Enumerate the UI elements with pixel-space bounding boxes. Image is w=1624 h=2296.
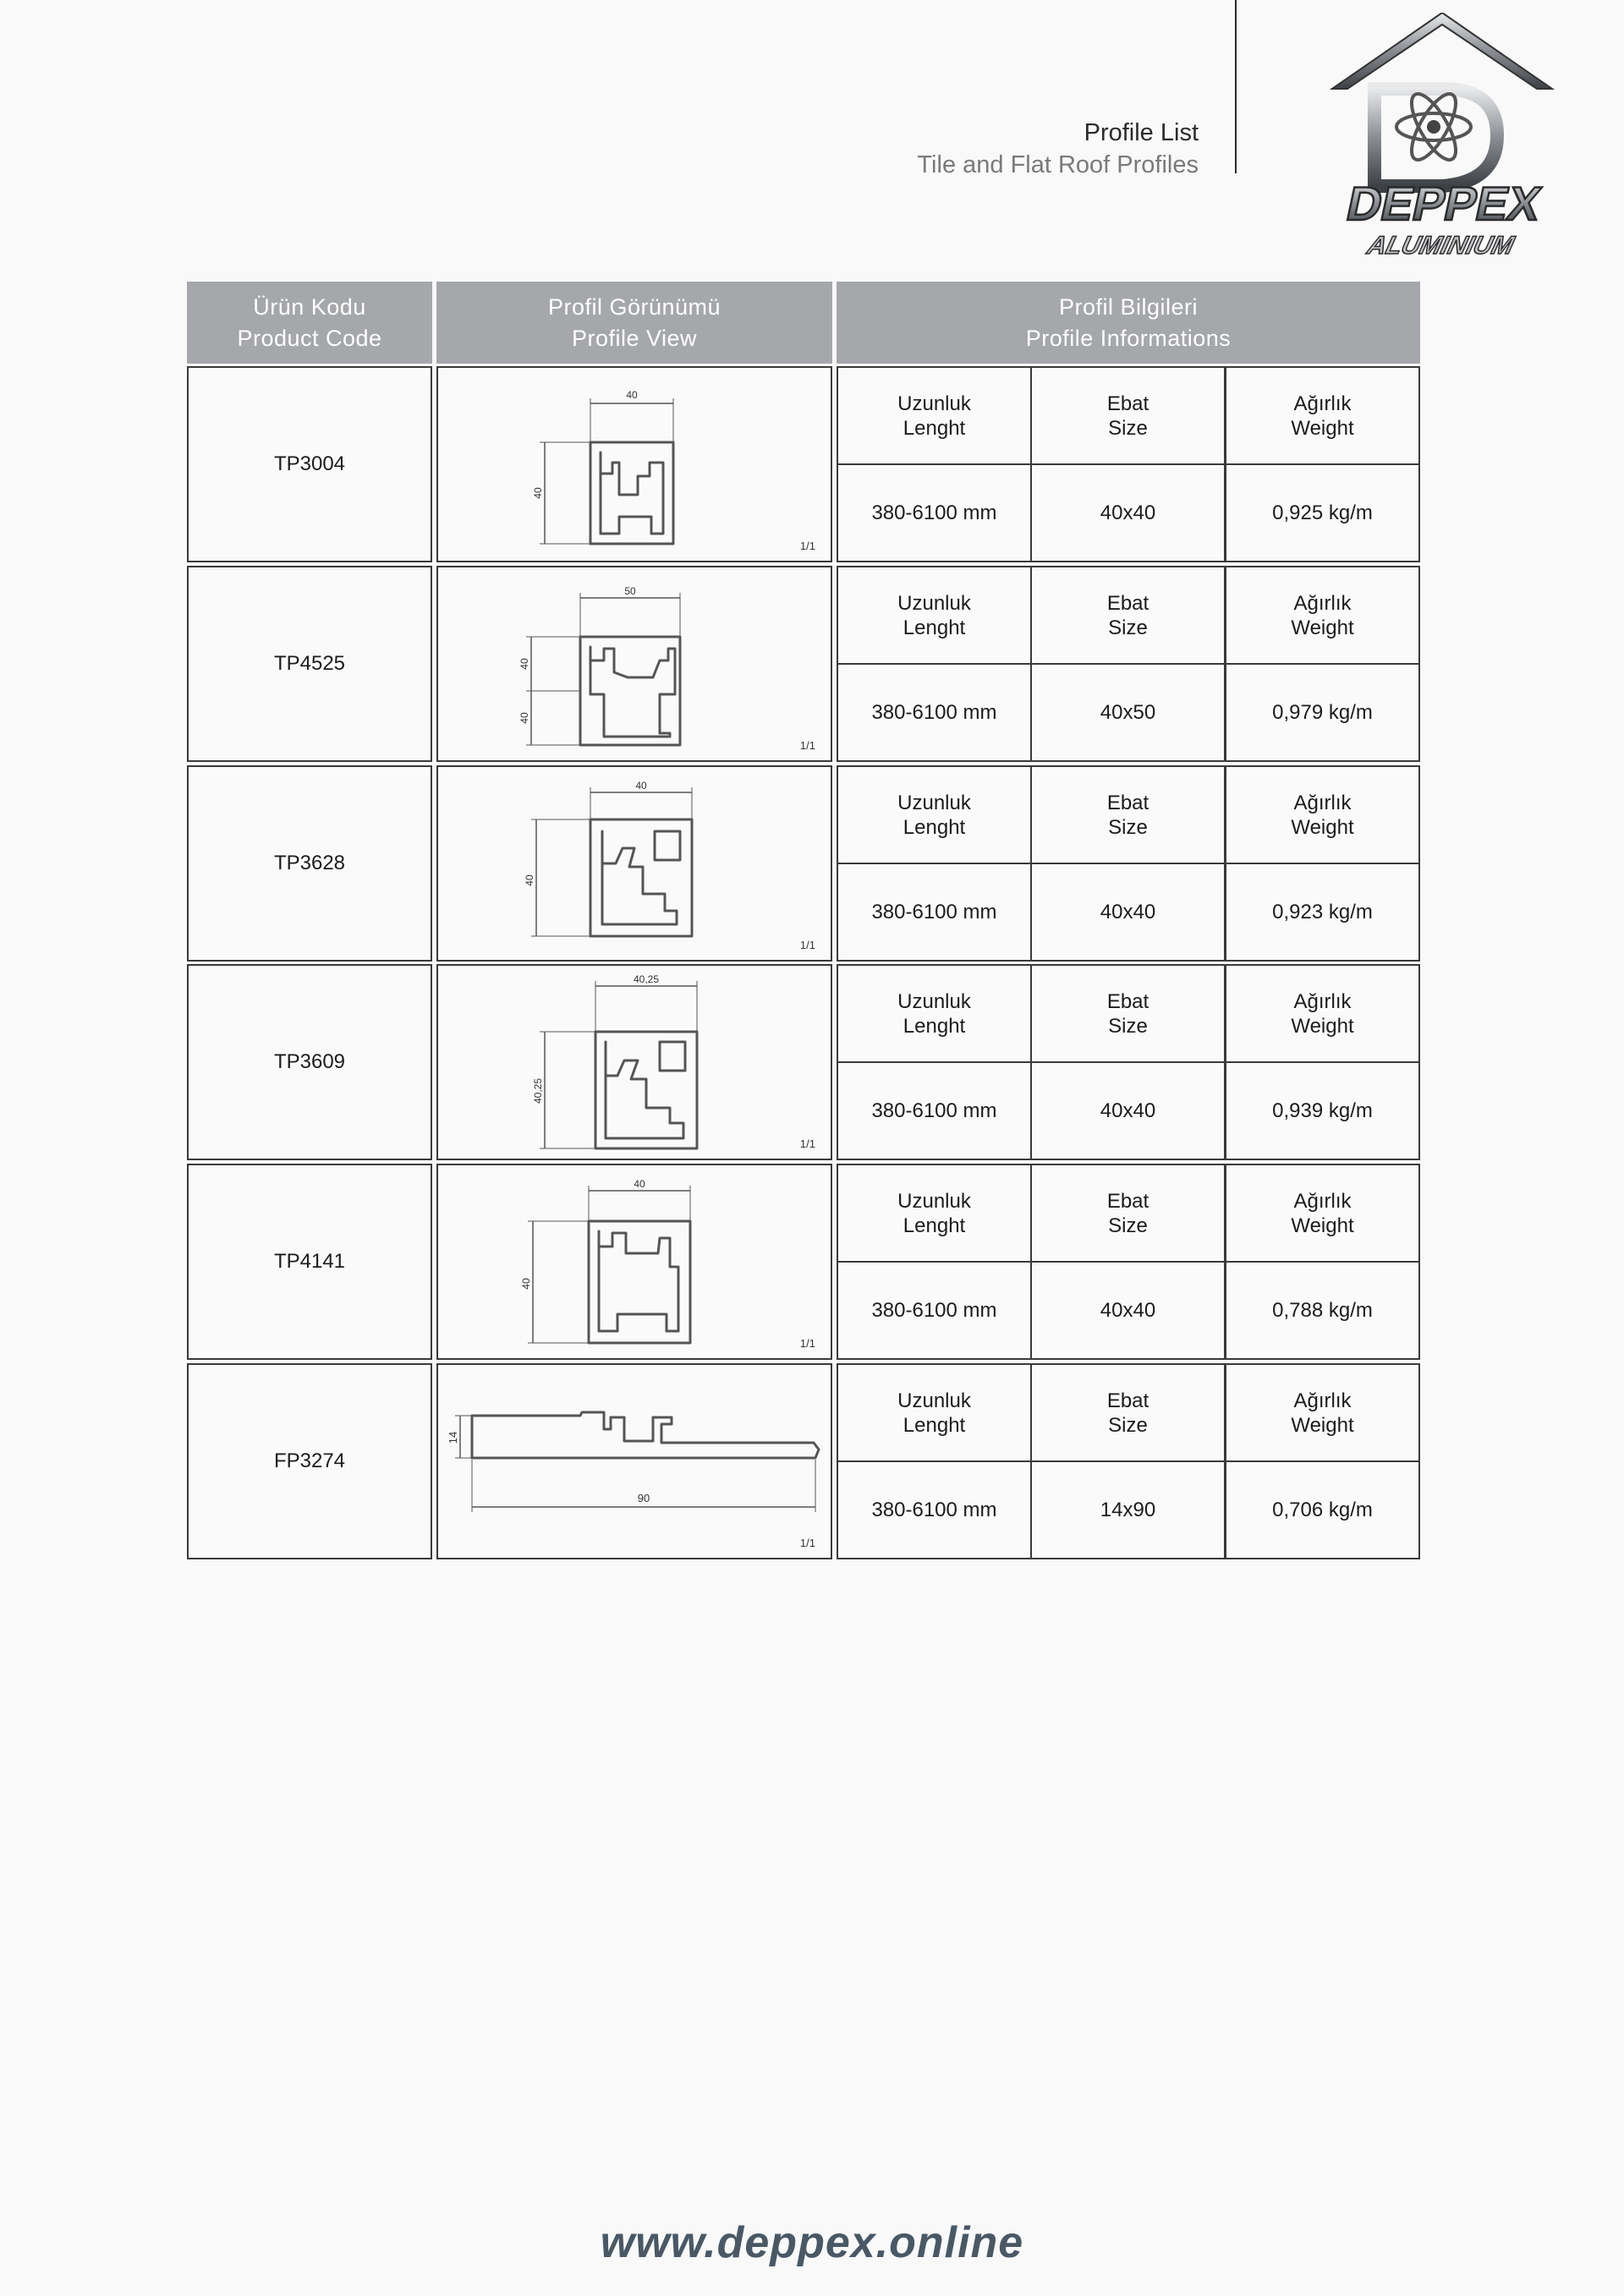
profile-cross-section [438, 966, 831, 1159]
col-header-product-code: Ürün Kodu Product Code [187, 282, 432, 364]
label-length: Uzunluk Lenght [837, 1164, 1032, 1263]
label-length: Uzunluk Lenght [837, 566, 1032, 665]
label-length: Uzunluk Lenght [837, 1363, 1032, 1462]
label-weight: Ağırlık Weight [1225, 765, 1420, 864]
page-subtitle: Tile and Flat Roof Profiles [917, 151, 1199, 178]
page-title: Profile List [1084, 119, 1199, 146]
value-length: 380-6100 mm [837, 1061, 1032, 1160]
profile-drawing [436, 1164, 832, 1360]
value-size: 40x50 [1030, 663, 1226, 762]
col-header-profile-view: Profil Görünümü Profile View [436, 282, 832, 364]
product-code: TP4141 [187, 1164, 432, 1360]
profile-cross-section [438, 1365, 831, 1558]
dim-height: 40 [532, 487, 544, 499]
header-divider [1235, 0, 1237, 173]
table-row [0, 366, 1624, 562]
label-weight: Ağırlık Weight [1225, 964, 1420, 1063]
footer-website[interactable]: www.deppex.online [600, 2218, 1024, 2267]
dim-width: 50 [624, 585, 636, 597]
table-row [0, 1164, 1624, 1360]
dim-width: 90 [637, 1492, 650, 1504]
profile-drawing [436, 566, 832, 762]
dim-width: 40 [635, 780, 647, 792]
value-size: 14x90 [1030, 1460, 1226, 1559]
value-size: 40x40 [1030, 863, 1226, 962]
product-code: TP3628 [187, 765, 432, 962]
dim-height: 14 [447, 1431, 459, 1444]
product-code: FP3274 [187, 1363, 432, 1559]
label-weight: Ağırlık Weight [1225, 1164, 1420, 1263]
dim-height: 40 [524, 874, 535, 886]
label-size: Ebat Size [1030, 566, 1226, 665]
value-size: 40x40 [1030, 463, 1226, 562]
scale-label: 1/1 [799, 1137, 815, 1150]
value-length: 380-6100 mm [837, 1261, 1032, 1360]
profile-drawing [436, 765, 832, 962]
value-size: 40x40 [1030, 1061, 1226, 1160]
label-length: Uzunluk Lenght [837, 964, 1032, 1063]
profile-cross-section [438, 1165, 831, 1358]
value-weight: 0,706 kg/m [1225, 1460, 1420, 1559]
value-weight: 0,979 kg/m [1225, 663, 1420, 762]
label-size: Ebat Size [1030, 765, 1226, 864]
deppex-logo [1315, 13, 1586, 266]
dim-width: 40 [634, 1178, 645, 1190]
product-code: TP4525 [187, 566, 432, 762]
dim-height: 40,25 [532, 1077, 544, 1104]
profile-info [837, 765, 1420, 962]
dim-width: 40 [626, 389, 638, 401]
dim-height: 40 [520, 1278, 532, 1290]
dim-width: 40,25 [633, 973, 660, 985]
scale-label: 1/1 [799, 1337, 815, 1350]
table-row [0, 1363, 1624, 1559]
label-weight: Ağırlık Weight [1225, 566, 1420, 665]
profile-info [837, 366, 1420, 562]
value-weight: 0,925 kg/m [1225, 463, 1420, 562]
profile-cross-section [438, 368, 831, 561]
profile-cross-section [438, 567, 831, 760]
label-size: Ebat Size [1030, 1164, 1226, 1263]
product-code: TP3004 [187, 366, 432, 562]
dim-height-2: 40 [518, 712, 530, 724]
value-length: 380-6100 mm [837, 1460, 1032, 1559]
profile-drawing [436, 1363, 832, 1559]
scale-label: 1/1 [799, 540, 815, 552]
value-length: 380-6100 mm [837, 863, 1032, 962]
label-size: Ebat Size [1030, 964, 1226, 1063]
product-code: TP3609 [187, 964, 432, 1160]
value-length: 380-6100 mm [837, 463, 1032, 562]
profile-drawing [436, 964, 832, 1160]
page-header [917, 117, 1199, 181]
profile-drawing [436, 366, 832, 562]
label-length: Uzunluk Lenght [837, 765, 1032, 864]
scale-label: 1/1 [799, 739, 815, 752]
table-row [0, 566, 1624, 762]
label-length: Uzunluk Lenght [837, 366, 1032, 465]
scale-label: 1/1 [799, 1537, 815, 1549]
value-weight: 0,939 kg/m [1225, 1061, 1420, 1160]
table-row [0, 765, 1624, 962]
dim-height: 40 [518, 658, 530, 670]
profile-info [837, 964, 1420, 1160]
scale-label: 1/1 [799, 939, 815, 951]
label-weight: Ağırlık Weight [1225, 1363, 1420, 1462]
value-size: 40x40 [1030, 1261, 1226, 1360]
profile-info [837, 566, 1420, 762]
label-size: Ebat Size [1030, 366, 1226, 465]
label-weight: Ağırlık Weight [1225, 366, 1420, 465]
profile-info [837, 1164, 1420, 1360]
col-header-profile-info: Profil Bilgileri Profile Informations [837, 282, 1420, 364]
profile-info [837, 1363, 1420, 1559]
label-size: Ebat Size [1030, 1363, 1226, 1462]
value-weight: 0,923 kg/m [1225, 863, 1420, 962]
logo-sub: ALUMINIUM [1364, 231, 1517, 260]
logo-brand: DEPPEX [1341, 177, 1546, 230]
value-length: 380-6100 mm [837, 663, 1032, 762]
profile-cross-section [438, 767, 831, 960]
value-weight: 0,788 kg/m [1225, 1261, 1420, 1360]
table-row [0, 964, 1624, 1160]
